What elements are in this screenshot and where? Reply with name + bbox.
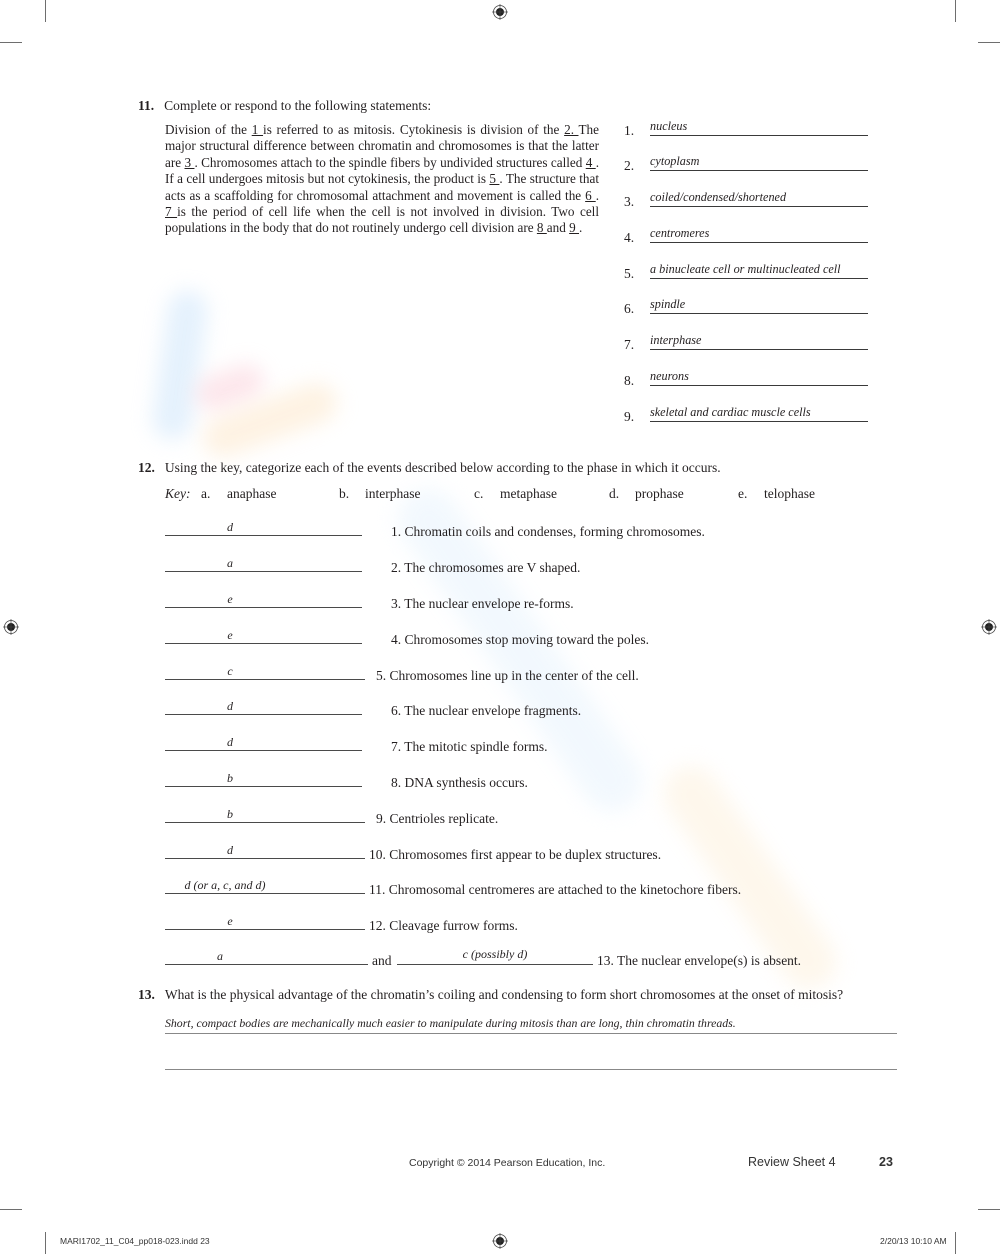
event-answer: c (possibly d): [462, 947, 528, 961]
crop-mark: [0, 42, 22, 43]
answer-blank[interactable]: [650, 170, 868, 171]
event-row-1: [165, 519, 865, 539]
event-row-13: [165, 948, 865, 968]
answer-blank[interactable]: [165, 929, 365, 930]
answer-blank[interactable]: [650, 313, 868, 314]
blank-reference: 9: [569, 220, 580, 236]
event-text: 9. Centrioles replicate.: [376, 811, 499, 826]
section-label: Review Sheet 4: [748, 1155, 836, 1169]
answer-row-9: [620, 405, 870, 425]
paragraph-text: The major structural difference between chromatin and chromosomes is that the latter are: [165, 122, 600, 170]
answer-value: nucleus: [650, 119, 688, 133]
blank-reference: 4: [585, 154, 596, 170]
key-phase: telophase: [764, 486, 815, 501]
paragraph-text: . Chromosomes attach to the spindle fibers by undivided structures called: [194, 154, 586, 170]
file-slug: MARI1702_11_C04_pp018-023.indd 23: [60, 1236, 210, 1246]
event-text: 6. The nuclear envelope fragments.: [391, 703, 582, 718]
key-letter: a.: [201, 486, 211, 501]
event-text: 5. Chromosomes line up in the center of the cell.: [376, 668, 639, 683]
answer-number: 1.: [624, 123, 635, 138]
key-phase: anaphase: [227, 486, 277, 501]
event-answer: d: [227, 699, 233, 713]
event-answer: c: [227, 664, 233, 678]
answer-value: spindle: [650, 297, 686, 311]
crop-mark: [955, 1232, 956, 1254]
answer-blank[interactable]: [165, 893, 365, 894]
answer-number: 7.: [624, 337, 635, 352]
question-number: 13.: [138, 987, 155, 1002]
paragraph-text: is referred to as mitosis. Cytokinesis is division of the: [263, 122, 565, 137]
page-number: 23: [879, 1155, 893, 1169]
registration-mark-icon: [3, 619, 19, 635]
event-text: 4. Chromosomes stop moving toward the poles.: [391, 632, 649, 647]
blank-reference: 7: [165, 204, 178, 220]
answer-row-5: [620, 262, 870, 282]
question-prompt: What is the physical advantage of the chromatin’s coiling and condensing to form short chromosomes at the onset of mitosis?: [164, 987, 844, 1002]
crop-mark: [978, 1209, 1000, 1210]
question-number: 11.: [138, 98, 155, 113]
answer-value: a binucleate cell or multinucleated cell: [650, 262, 841, 276]
answer-blank[interactable]: [650, 278, 868, 279]
blank-reference: 2.: [564, 122, 579, 137]
event-row-2: [165, 555, 865, 575]
paragraph-text: .: [579, 220, 583, 236]
event-text: 1. Chromatin coils and condenses, forming chromosomes.: [391, 524, 705, 539]
event-answer: d: [227, 843, 233, 857]
event-answer: a: [217, 949, 223, 963]
paragraph-text: Division of the: [165, 122, 252, 137]
registration-mark-icon: [981, 619, 997, 635]
answer-value: cytoplasm: [650, 154, 700, 168]
fill-in-paragraph: [165, 122, 599, 237]
event-text: 10. Chromosomes first appear to be duplex structures.: [369, 847, 662, 862]
answer-row-6: [620, 297, 870, 317]
event-row-4: [165, 627, 865, 647]
event-text: 3. The nuclear envelope re-forms.: [391, 596, 574, 611]
question-prompt: Complete or respond to the following statements:: [164, 98, 432, 113]
event-row-8: [165, 770, 865, 790]
registration-mark-icon: [492, 4, 508, 20]
event-row-5: [165, 663, 865, 683]
answer-number: 3.: [624, 194, 635, 209]
answer-blank[interactable]: [165, 643, 362, 644]
answer-blank[interactable]: [650, 206, 868, 207]
event-answer: d: [227, 520, 233, 534]
event-answer: b: [227, 771, 233, 785]
answer-blank[interactable]: [650, 421, 868, 422]
key-phase: metaphase: [500, 486, 557, 501]
answer-row-4: [620, 226, 870, 246]
event-text: 7. The mitotic spindle forms.: [391, 739, 548, 754]
answer-blank[interactable]: [165, 607, 362, 608]
answer-number: 4.: [624, 230, 635, 245]
answer-number: 6.: [624, 301, 635, 316]
event-answer: e: [227, 628, 233, 642]
answer-blank[interactable]: [397, 964, 593, 965]
event-row-3: [165, 591, 865, 611]
registration-mark-icon: [492, 1233, 508, 1249]
event-row-9: [165, 806, 865, 826]
answer-blank[interactable]: [165, 964, 368, 965]
crop-mark: [45, 1232, 46, 1254]
answer-blank[interactable]: [165, 822, 365, 823]
answer-value: coiled/condensed/shortened: [650, 190, 787, 204]
answer-blank[interactable]: [165, 786, 362, 787]
event-text: 2. The chromosomes are V shaped.: [391, 560, 581, 575]
crop-mark: [955, 0, 956, 22]
answer-blank[interactable]: [165, 750, 362, 751]
answer-blank[interactable]: [650, 349, 868, 350]
joiner-text: and: [372, 953, 392, 968]
paragraph-text: . The structure that acts as a scaffolding for chromosomal attachment and movement is called the: [165, 171, 599, 203]
answer-blank[interactable]: [165, 858, 365, 859]
answer-number: 8.: [624, 373, 635, 388]
event-row-10: [165, 842, 865, 862]
crop-mark: [0, 1209, 22, 1210]
blank-reference: 5: [489, 171, 500, 187]
blank-reference: 8: [536, 220, 547, 236]
answer-blank[interactable]: [165, 679, 365, 680]
key-phase: prophase: [635, 486, 684, 501]
answer-row-1: [620, 119, 870, 139]
answer-blank[interactable]: [650, 242, 868, 243]
answer-number: 9.: [624, 409, 635, 424]
crop-mark: [45, 0, 46, 22]
paragraph-text: . If a cell undergoes mitosis but not cytokinesis, the product is: [165, 154, 599, 187]
answer-line[interactable]: [165, 1033, 897, 1034]
answer-blank[interactable]: [650, 385, 868, 386]
answer-number: 5.: [624, 266, 635, 281]
key-letter: e.: [738, 486, 748, 501]
answer-blank[interactable]: [165, 714, 362, 715]
event-answer: e: [227, 914, 233, 928]
written-answer: Short, compact bodies are mechanically much easier to manipulate during mitosis than are long, thin chromatin threads.: [165, 1016, 736, 1030]
answer-row-3: [620, 190, 870, 210]
crop-mark: [978, 42, 1000, 43]
print-timestamp: 2/20/13 10:10 AM: [880, 1236, 947, 1246]
blank-reference: 3: [184, 154, 195, 170]
answer-blank[interactable]: [165, 535, 362, 536]
paragraph-text: and: [546, 220, 570, 236]
event-row-11: [165, 877, 865, 897]
answer-blank[interactable]: [650, 135, 868, 136]
paragraph-text: is the period of cell life when the cell is not involved in division. Two cell populations in the body that do not routinely undergo cell division are: [165, 204, 600, 236]
event-row-7: [165, 734, 865, 754]
event-answer: b: [227, 807, 233, 821]
event-row-6: [165, 698, 865, 718]
event-text: 13. The nuclear envelope(s) is absent.: [597, 953, 802, 968]
blank-reference: 1: [251, 122, 264, 137]
question-prompt: Using the key, categorize each of the events described below according to the phase in which it occurs.: [164, 460, 721, 475]
answer-number: 2.: [624, 158, 635, 173]
answer-row-2: [620, 154, 870, 174]
key-label: Key:: [165, 486, 191, 501]
answer-value: interphase: [650, 333, 702, 347]
key-letter: b.: [339, 486, 350, 501]
event-text: 8. DNA synthesis occurs.: [391, 775, 528, 790]
key-letter: d.: [609, 486, 620, 501]
event-row-12: [165, 913, 865, 933]
copyright-notice: Copyright © 2014 Pearson Education, Inc.: [409, 1157, 606, 1169]
key-phase: interphase: [365, 486, 421, 501]
event-answer: d (or a, c, and d): [184, 878, 266, 892]
answer-value: centromeres: [650, 226, 710, 240]
event-text: 12. Cleavage furrow forms.: [369, 918, 518, 933]
paragraph-text: .: [595, 187, 599, 203]
event-answer: e: [227, 592, 233, 606]
answer-row-7: [620, 333, 870, 353]
event-answer: a: [227, 556, 233, 570]
question-number: 12.: [138, 460, 155, 475]
event-text: 11. Chromosomal centromeres are attached to the kinetochore fibers.: [369, 882, 742, 897]
answer-line[interactable]: [165, 1069, 897, 1070]
key-letter: c.: [474, 486, 484, 501]
answer-row-8: [620, 369, 870, 389]
answer-blank[interactable]: [165, 571, 362, 572]
blank-reference: 6: [585, 187, 596, 203]
answer-value: skeletal and cardiac muscle cells: [650, 405, 811, 419]
answer-value: neurons: [650, 369, 689, 383]
event-answer: d: [227, 735, 233, 749]
